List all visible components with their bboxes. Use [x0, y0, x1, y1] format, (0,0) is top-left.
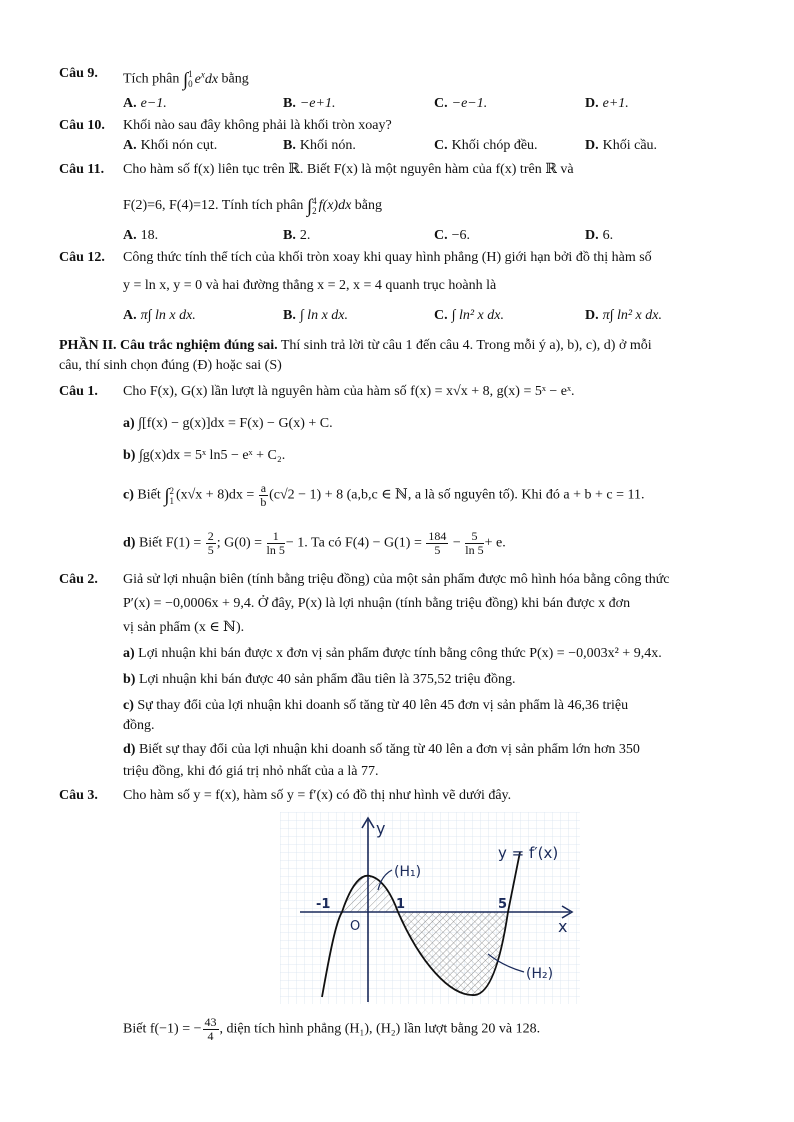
option-a[interactable]: A. e−1.	[123, 96, 167, 111]
derivative-graph	[280, 812, 580, 1004]
h1-label: (H₁)	[394, 864, 422, 880]
tf1-statement-c[interactable]: c) Biết ∫ 2 1 (x√x + 8)dx = $\frac{a}{b}$ (c√2 − 1) + 8 (a,b,c ∈ ℕ, a là số nguyên tố). Khi đó a + b + c = 11.	[123, 481, 645, 509]
tick-5: 5	[498, 897, 508, 912]
tf1-statement-d[interactable]: d) Biết F(1) = $\frac{2}{5}$ ; G(0) = $\frac{1}{\ln 5}$ − 1. Ta có F(4) − G(1) = $\frac{184}{5}$ − $\frac{5}{\ln 5}$ + e.	[123, 529, 506, 557]
tf3-footnote: Biết f(−1) = − $\frac{43}{4}$ , diện tích hình phẳng (H₁), (H₂) lần lượt bằng 20 và 128.	[123, 1015, 541, 1043]
tick-1: 1	[396, 897, 406, 912]
tf2-statement-d-cont: triệu đồng, khi đó giá trị nhỏ nhất của a là 77.	[123, 764, 379, 779]
option-c[interactable]: C. −6.	[434, 228, 471, 243]
h2-label: (H₂)	[526, 966, 554, 982]
tf1-statement-b[interactable]: b) ∫g(x)dx = 5ˣ ln5 − eˣ + C₂.	[123, 448, 286, 463]
tf1-statement-a[interactable]: a) ∫[f(x) − g(x)]dx = F(x) − G(x) + C.	[123, 416, 333, 431]
integral-limits: 1 0	[188, 69, 193, 90]
tf2-statement-a[interactable]: a) Lợi nhuận khi bán được x đơn vị sản phẩm được tính bằng công thức P(x) = −0,003x² + 9,4x.	[123, 646, 662, 661]
option-d[interactable]: D. e+1.	[585, 96, 629, 111]
part2-heading-line2: câu, thí sinh chọn đúng (Đ) hoặc sai (S)	[59, 358, 282, 373]
option-d[interactable]: D. π∫ ln² x dx.	[585, 308, 662, 323]
option-a[interactable]: A. π∫ ln x dx.	[123, 308, 196, 323]
part2-heading: PHẦN II. Câu trắc nghiệm đúng sai. Thí sinh trả lời từ câu 1 đến câu 4. Trong mỗi ý a), b), c), d) ở mỗi	[59, 338, 652, 353]
x-axis-label: x	[558, 917, 568, 936]
option-d[interactable]: D. Khối cầu.	[585, 138, 658, 153]
option-b[interactable]: B. −e+1.	[283, 96, 336, 111]
q12-line2: y = ln x, y = 0 và hai đường thẳng x = 2, x = 4 quanh trục hoành là	[123, 278, 497, 293]
option-a[interactable]: A. 18.	[123, 228, 159, 243]
option-b[interactable]: B. 2.	[283, 228, 311, 243]
tick-minus-1: -1	[316, 897, 331, 912]
tf2-statement-b[interactable]: b) Lợi nhuận khi bán được 40 sản phẩm đầu tiên là 375,52 triệu đồng.	[123, 672, 516, 687]
q11-line2: F(2)=6, F(4)=12. Tính tích phân ∫ 4 2 f(x)dx bằng	[123, 196, 383, 218]
option-b[interactable]: B. ∫ ln x dx.	[283, 308, 348, 323]
option-d[interactable]: D. 6.	[585, 228, 614, 243]
option-c[interactable]: C. ∫ ln² x dx.	[434, 308, 504, 323]
tf2-line3: vị sản phẩm (x ∈ ℕ).	[123, 620, 245, 635]
option-a[interactable]: A. Khối nón cụt.	[123, 138, 218, 153]
option-c[interactable]: C. −e−1.	[434, 96, 488, 111]
option-c[interactable]: C. Khối chóp đều.	[434, 138, 538, 153]
tf2-line2: P′(x) = −0,0006x + 9,4. Ở đây, P(x) là lợi nhuận (tính bằng triệu đồng) khi bán được x đơn	[123, 596, 631, 611]
origin-label: O	[350, 919, 361, 934]
curve-label: y = f′(x)	[498, 844, 559, 862]
option-b[interactable]: B. Khối nón.	[283, 138, 356, 153]
y-axis-label: y	[376, 819, 386, 838]
tf2-statement-d[interactable]: d) Biết sự thay đổi của lợi nhuận khi doanh số tăng từ 40 lên a đơn vị sản phẩm lớn hơn 350	[123, 742, 640, 757]
tf2-statement-c-cont: đồng.	[123, 718, 155, 733]
integral-sign: ∫	[182, 69, 189, 91]
exam-page: Câu 9. Tích phân ∫ 1 0 $e^xdx$ bằng A. e−1. B. −e+1. C. −e−1. D. e+1. Câu 10. Khối nào sau đây không phải là khối tròn xoay? A. Khối nón cụt. B. Khối nón. C. Khối chóp đều. D. Khối cầu. Câu 11. Cho hàm số f(x) liên tục trên ℝ. Biết F(x) là một nguyên hàm của f(x) trên ℝ và F(2)=6, F(4)=12. Tính tích phân ∫ 4 2 f(x)dx bằng A. 18. B. 2. C. −6. D. 6. Câu 12. Công thức tính thể tích của khối tròn xoay khi quay hình phẳng (H) giới hạn bởi đồ thị hàm số y = ln x, y = 0 và hai đường thẳng x = 2, x = 4 quanh trục hoành là A. π∫ ln x dx. B. ∫ ln x dx. C. ∫ ln² x dx. D. π∫ ln² x dx. PHẦN II. Câu trắc nghiệm đúng sai. Thí sinh trả lời từ câu 1 đến câu 4. Trong mỗi ý a), b), c), d) ở mỗi câu, thí sinh chọn đúng (Đ) hoặc sai (S) Câu 1. Cho F(x), G(x) lần lượt là nguyên hàm của hàm số f(x) = x√x + 8, g(x) = 5ˣ − eˣ. a) ∫[f(x) − g(x)]dx = F(x) − G(x) + C. b) ∫g(x)dx = 5ˣ ln5 − eˣ + C₂. c) Biết ∫ 2 1 (x√x + 8)dx = $\frac{a}{b}$ (c√2 − 1) + 8 (a,b,c ∈ ℕ, a là số nguyên tố). Khi đó a + b + c = 11. d) Biết F(1) = $\frac{2}{5}$ ; G(0) = $\frac{1}{\ln 5}$ − 1. Ta có F(4) − G(1) = $\frac{184}{5}$ − $\frac{5}{\ln 5}$ + e. Câu 2. Giả sử lợi nhuận biên (tính bằng triệu đồng) của một sản phẩm được mô hình hóa bằng công thức P′(x) = −0,0006x + 9,4. Ở đây, P(x) là lợi nhuận (tính bằng triệu đồng) khi bán được x đơn vị sản phẩm (x ∈ ℕ). a) Lợi nhuận khi bán được x đơn vị sản phẩm được tính bằng công thức P(x) = −0,003x² + 9,4x. b) Lợi nhuận khi bán được 40 sản phẩm đầu tiên là 375,52 triệu đồng. c) Sự thay đổi của lợi nhuận khi doanh số tăng từ 40 lên 45 đơn vị sản phẩm là 46,36 triệu đồng. d) Biết sự thay đổi của lợi nhuận khi doanh số tăng từ 40 lên a đơn vị sản phẩm lớn hơn 350 triệu đồng, khi đó giá trị nhỏ nhất của a là 77. Câu 3. Cho hàm số y = f(x), hàm số y = f′(x) có đồ thị như hình vẽ dưới đây. y x O -1 1 5 y = f′(x) (H₁) (H₂) Biết f(−1) = − $\frac{43}{4}$ , diện tích hình phẳng (H₁), (H₂) lần lượt bằng 20 và 128.	[59, 66, 670, 1043]
tf2-statement-c[interactable]: c) Sự thay đổi của lợi nhuận khi doanh số tăng từ 40 lên 45 đơn vị sản phẩm là 46,36 triệu	[123, 698, 629, 713]
